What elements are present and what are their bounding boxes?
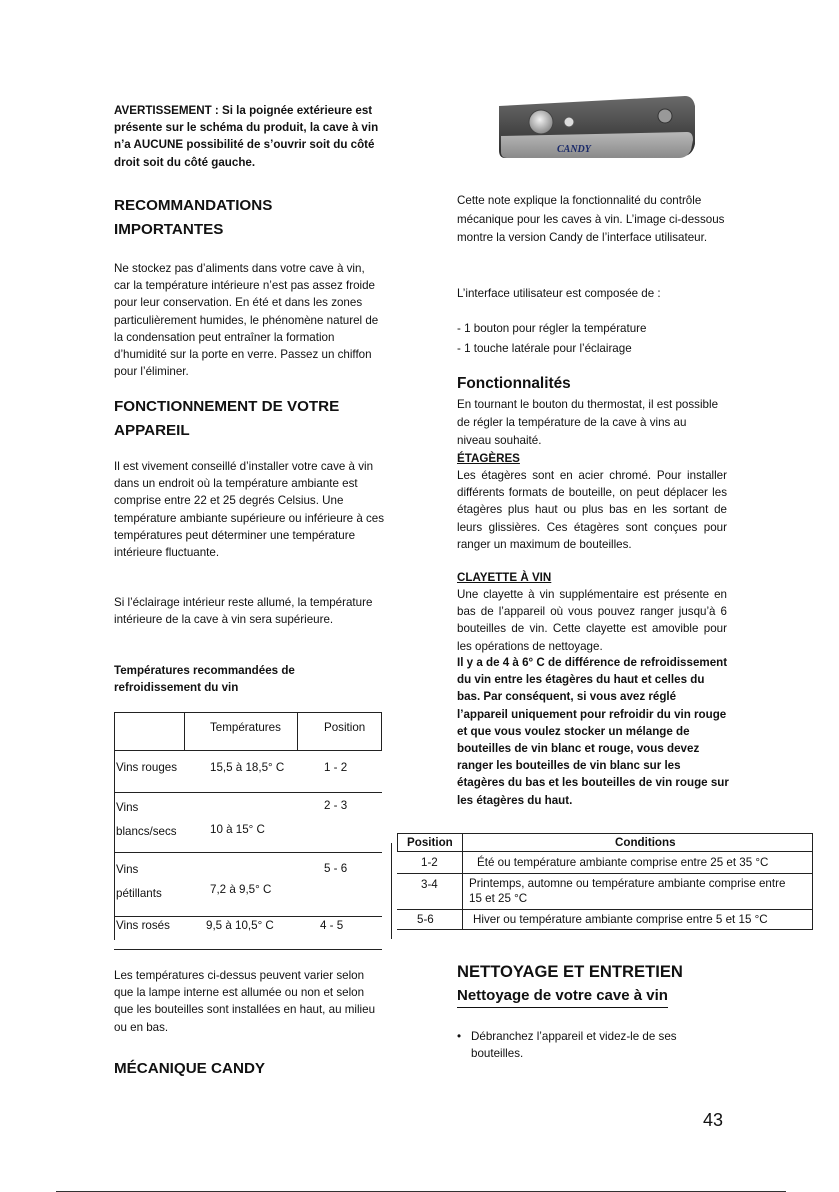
table-cell: 4 - 5 xyxy=(320,919,344,932)
bullet-icon: • xyxy=(457,1030,462,1043)
temperatures-note: Les températures ci-dessus peuvent varier selon que la lampe interne est allumée ou non et selon que les bouteilles sont installées en haut, au milieu ou en bas. xyxy=(114,969,376,1034)
table-cell: Vins rosés xyxy=(116,919,170,932)
operation-heading: FONCTIONNEMENT DE VOTRE APPAREIL xyxy=(114,398,340,439)
warning-text: AVERTISSEMENT : Si la poignée extérieure est présente sur le schéma du produit, la cave à vin n’a AUCUNE possibilité de s’ouvrir soit du côté droit soit du côté gauche. xyxy=(114,104,379,169)
shelves-heading: ÉTAGÈRES xyxy=(457,452,520,465)
table-cell: Vins pétillants xyxy=(116,863,162,900)
temperatures-heading: Températures recommandées de refroidissement du vin xyxy=(114,664,295,695)
features-heading: Fonctionnalités xyxy=(457,375,571,392)
table-cell: 2 - 3 xyxy=(324,799,348,812)
operation-text-1: Il est vivement conseillé d’installer votre cave à vin dans un endroit où la température ambiante est comprise entre 22 et 25 degrés Celsius. Une température ambiante supérieure ou inférieure à ces températures peut déterminer une température intérieure fluctuante. xyxy=(114,460,385,560)
wine-rack-heading: CLAYETTE À VIN xyxy=(457,571,552,584)
cleaning-heading: NETTOYAGE ET ENTRETIEN xyxy=(457,962,683,981)
list-item xyxy=(457,1028,727,1062)
table-cell: 1-2 xyxy=(421,856,438,869)
cleaning-subheading: Nettoyage de votre cave à vin xyxy=(457,985,668,1008)
interface-text: L’interface utilisateur est composée de : xyxy=(457,287,661,300)
control-panel-image xyxy=(497,92,697,164)
temperature-difference-note: Il y a de 4 à 6° C de différence de refroidissement du vin entre les étagères du haut et celles du bas. Par conséquent, si vous avez réglé l’appareil uniquement pour refroidir du vin rouge et que vous voulez stocker un mélange de bouteilles de vin blanc et rouge, vous devez ranger les bouteilles de vin blanc sur les étagères du bas et les bouteilles de vin rouge sur les étagères du haut. xyxy=(457,656,729,807)
position-conditions-table xyxy=(397,833,813,933)
recommendations-text: Ne stockez pas d’aliments dans votre cave à vin, car la température intérieure n’est pas assez froide pour leur conservation. En été et dans les zones particulièrement humides, le phénomène naturel de la condensation peut entraîner la formation d’humidité sur la porte en verre. Passez un chiffon pour l’éliminer. xyxy=(114,262,379,379)
table-cell: 1 - 2 xyxy=(324,761,348,774)
wine-temperature-table xyxy=(114,712,382,950)
wine-rack-text: Une clayette à vin supplémentaire est présente en bas de l’appareil où vous pouvez ranger jusqu’à 6 bouteilles de vin. Cette clayette est amovible pour les opérations de nettoyage. xyxy=(457,588,727,653)
list-item: - 1 touche latérale pour l’éclairage xyxy=(457,342,632,355)
bullet-text: Débranchez l’appareil et videz-le de ses bouteilles. xyxy=(471,1030,677,1060)
table-cell: 5-6 xyxy=(417,913,434,926)
features-text: En tournant le bouton du thermostat, il est possible de régler la température de la cave à vins au niveau souhaité. xyxy=(457,398,719,448)
table-header: Températures xyxy=(210,721,281,734)
thermostat-knob-icon xyxy=(529,110,553,134)
table-cell: Vins rouges xyxy=(116,761,178,774)
table-cell: 7,2 à 9,5° C xyxy=(210,883,272,896)
table-cell: 3-4 xyxy=(421,878,438,891)
recommendations-heading: RECOMMANDATIONS IMPORTANTES xyxy=(114,197,273,238)
intro-text: Cette note explique la fonctionnalité du contrôle mécanique pour les caves à vin. L’image ci-dessous montre la version Candy de l’interface utilisateur. xyxy=(457,194,725,245)
list-item: - 1 bouton pour régler la température xyxy=(457,322,647,335)
table-header: Position xyxy=(407,836,453,849)
table-cell: Été ou température ambiante comprise entre 25 et 35 °C xyxy=(477,856,769,869)
table-cell: 10 à 15° C xyxy=(210,823,265,836)
mechanical-heading: MÉCANIQUE CANDY xyxy=(114,1060,266,1077)
table-cell: Printemps, automne ou température ambiante comprise entre 15 et 25 °C xyxy=(469,877,786,905)
table-cell: Vins blancs/secs xyxy=(116,801,177,838)
shelves-text: Les étagères sont en acier chromé. Pour installer différents formats de bouteille, on peut déplacer les étagères plus haut ou plus bas en les sortant de leurs glissières. Ces étagères sont conçues pour ranger un maximum de bouteilles. xyxy=(457,469,727,551)
operation-text-2: Si l’éclairage intérieur reste allumé, la température intérieure de la cave à vin sera supérieure. xyxy=(114,596,373,627)
table-cell: 15,5 à 18,5° C xyxy=(210,761,285,774)
table-header: Conditions xyxy=(615,836,676,849)
candy-logo: CANDY xyxy=(557,144,591,155)
table-cell: Hiver ou température ambiante comprise entre 5 et 15 °C xyxy=(473,913,768,926)
table-cell: 5 - 6 xyxy=(324,862,348,875)
table-header: Position xyxy=(324,721,366,734)
page-number: 43 xyxy=(703,1110,724,1130)
table-cell: 9,5 à 10,5° C xyxy=(206,919,274,932)
